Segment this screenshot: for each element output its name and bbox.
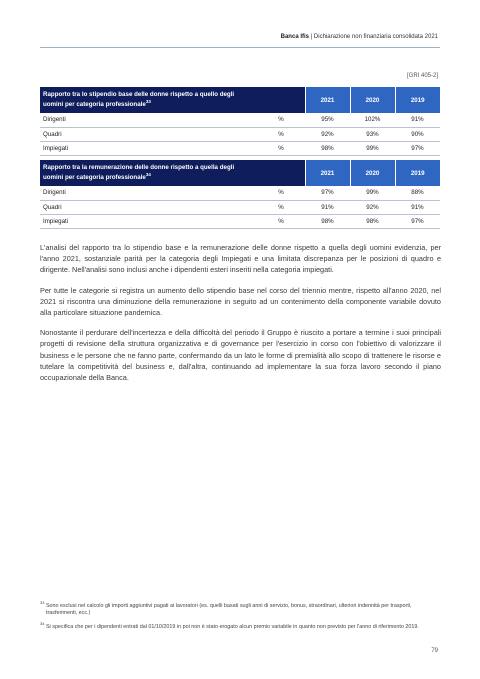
row-value: 97% [395, 214, 440, 228]
year-header: 2020 [350, 160, 395, 186]
row-label: Quadri [40, 200, 257, 214]
year-header: 2019 [395, 87, 440, 113]
footnote [40, 620, 441, 631]
row-label: Dirigenti [40, 186, 257, 200]
row-value: 88% [395, 186, 440, 200]
header-separator: | [309, 34, 314, 40]
row-value: 91% [395, 200, 440, 214]
year-header: 2020 [350, 87, 395, 113]
row-value: 99% [350, 186, 395, 200]
row-value: 92% [350, 200, 395, 214]
table-header-row [40, 160, 440, 186]
footnote [40, 599, 441, 617]
footnote-text: Si specifica che per i dipendenti entrati dal 01/10/2019 in poi non è stato erogato alcun premio variabile in quanto non previsto per l'anno di riferimento 2019. [45, 623, 419, 630]
unit-header [257, 160, 305, 186]
table-header-row [40, 87, 440, 113]
row-value: 95% [305, 113, 350, 127]
row-value: 97% [395, 141, 440, 155]
row-value: 91% [305, 200, 350, 214]
row-value: 91% [395, 113, 440, 127]
year-header: 2021 [305, 160, 350, 186]
row-value: 93% [350, 127, 395, 141]
row-unit: % [257, 200, 305, 214]
header-brand: Banca Ifis [280, 34, 309, 40]
paragraph: L'analisi del rapporto tra lo stipendio base e la remunerazione delle donne rispetto a quella degli uomini evidenzia, per l'anno 2021, sostanziale parità per la categoria degli Impiegati e una limitata discrepanza per le posizioni di quadro e dirigente. Nell'analisi sono inclusi anche i dipendenti esteri inseriti nella categoria impiegati. [40, 243, 441, 275]
footnote-number: 34 [40, 620, 45, 626]
year-header: 2019 [395, 160, 440, 186]
table-row [40, 127, 440, 141]
table-row [40, 141, 440, 155]
row-label: Impiegati [40, 141, 257, 155]
row-label: Quadri [40, 127, 257, 141]
row-value: 97% [305, 186, 350, 200]
row-unit: % [257, 186, 305, 200]
page-header [281, 34, 438, 40]
table-title: Rapporto tra lo stipendio base delle donne rispetto a quello degli uomini per categoria professionale$^{33}$ [40, 87, 257, 113]
salary-ratio-table [40, 87, 440, 156]
body-text [40, 242, 441, 392]
row-unit: % [257, 141, 305, 155]
year-header: 2021 [305, 87, 350, 113]
table-row [40, 186, 440, 200]
row-value: 98% [305, 214, 350, 228]
table-row [40, 113, 440, 127]
remuneration-ratio-table [40, 160, 440, 229]
row-value: 90% [395, 127, 440, 141]
row-unit: % [257, 214, 305, 228]
row-unit: % [257, 127, 305, 141]
header-doc-title: Dichiarazione non finanziaria consolidata 2021 [313, 34, 438, 40]
footnotes [40, 599, 441, 634]
row-value: 99% [350, 141, 395, 155]
row-value: 98% [305, 141, 350, 155]
paragraph: Per tutte le categorie si registra un aumento dello stipendio base nel corso del triennio mentre, rispetto all'anno 2020, nel 2021 si riscontra una diminuzione della remunerazione in seguito ad un contenimento della componente variabile dovuto alla particolare situazione pandemica. [40, 285, 441, 318]
table-row [40, 214, 440, 228]
gri-reference: [GRI 405-2] [406, 73, 438, 79]
footnote-text: Sono esclusi nel calcolo gli importi aggiuntivi pagati ai lavoratori (es. quelli basati sugli anni di servizio, bonus, straordinari, ulteriori indennità per trasporti, trasferimenti, ecc.) [45, 602, 412, 616]
row-value: 98% [350, 214, 395, 228]
table-row [40, 200, 440, 214]
row-unit: % [257, 113, 305, 127]
row-value: 102% [350, 113, 395, 127]
header-divider [40, 47, 440, 48]
row-label: Dirigenti [40, 113, 257, 127]
row-label: Impiegati [40, 214, 257, 228]
paragraph: Nonostante il perdurare dell'incertezza e della difficoltà del periodo il Gruppo è riuscito a portare a termine i suoi principali progetti di revisione della struttura organizzativa e di governance per l'esercizio in corso con l'obiettivo di valorizzare il business e le persone che ne fanno parte, confermando da un lato le forme di premialità allo scopo di trattenere le risorse e tutelare la competitività del business e, dall'altra, continuando ad implementare la sua forza lavoro secondo il piano occupazionale della Banca. [40, 328, 441, 383]
page-number: 79 [431, 648, 438, 654]
footnote-number: 33 [40, 600, 45, 605]
unit-header [257, 87, 305, 113]
table-title: Rapporto tra la remunerazione delle donne rispetto a quella degli uomini per categoria professionale$^{34}$ [40, 160, 257, 186]
row-value: 92% [305, 127, 350, 141]
